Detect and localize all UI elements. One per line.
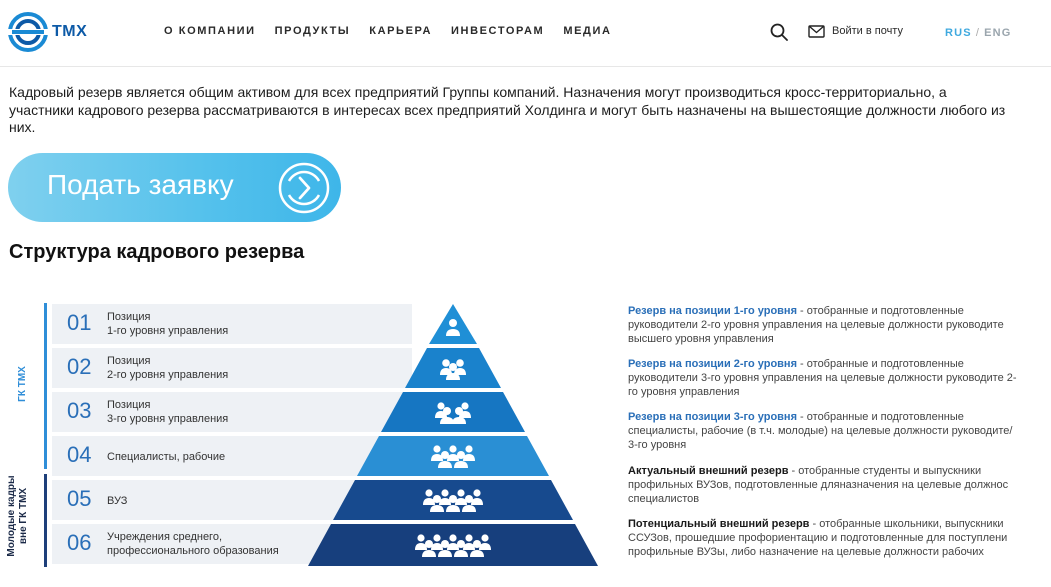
level-text-line1: ВУЗ [107,495,128,507]
reserve-description-4 [628,464,1018,506]
group-label-external-line1: Молодые кадры [6,475,17,557]
nav-item-investors[interactable]: ИНВЕСТОРАМ [451,25,545,37]
intro-paragraph: Кадровый резерв является общим активом для всех предприятий Группы компаний. Назначения могут производиться кросс-территориально, а участники кадрового резерва рассматриваются в интересах всех предприятий Холдинга и могут быть назначены на вышестоящие должности любого из них. [9,84,1006,135]
reserve-description-2 [628,357,1018,399]
level-number: 06 [67,530,92,555]
level-number: 01 [67,310,92,335]
group-bar-tmx [44,303,47,469]
group-label-external-line2: вне ГК ТМХ [18,487,29,545]
lang-separator: / [975,27,981,39]
level-text-line1: Позиция [107,311,151,323]
level-text-line1: Позиция [107,355,151,367]
description-title: Актуальный внешний резерв [628,465,789,477]
description-text: - отобранные студенты и выпускники профильных ВУЗов, подготовленные дляназначения на целевые должнос специалистов [628,465,1009,505]
arrow-right-circle-icon [277,161,331,215]
reserve-pyramid [300,300,600,570]
lang-rus[interactable]: RUS [945,27,972,39]
section-title: Структура кадрового резерва [9,241,305,263]
level-text-line1: Позиция [107,399,151,411]
lang-eng[interactable]: ENG [984,27,1012,39]
language-switcher [945,27,1012,39]
nav-item-products[interactable]: ПРОДУКТЫ [274,25,351,37]
description-title: Резерв на позиции 2-го уровня [628,358,797,370]
description-title: Потенциальный внешний резерв [628,518,810,530]
tmx-logo-icon[interactable] [8,12,48,52]
level-number: 03 [67,398,92,423]
header-divider [0,66,1051,67]
mail-login-link[interactable]: Войти в почту [832,25,903,37]
level-number: 02 [67,354,92,379]
pyramid-tier-3 [381,392,525,432]
nav-item-media[interactable]: МЕДИА [563,25,612,37]
description-text: - отобранные и подготовленные руководители 3-го уровня управления на целевые должности руководите 2-го уровня управления [628,358,1017,398]
site-header [0,0,1051,66]
level-number: 04 [67,442,92,467]
description-text: - отобранные и подготовленные специалисты, рабочие (в т.ч. молодые) на целевые должности руководите/ 3-го уровня [628,411,1013,451]
reserve-description-5 [628,517,1018,559]
group-label-external [6,466,30,566]
level-text-line2: профессионального образования [107,545,279,557]
mail-icon[interactable] [808,25,825,38]
group-bar-external [44,474,47,567]
nav-item-company[interactable]: О КОМПАНИИ [164,25,256,37]
reserve-description-1 [628,304,1018,346]
level-text-line1: Специалисты, рабочие [107,451,226,463]
search-icon[interactable] [770,23,788,41]
level-text-line1: Учреждения среднего, [107,531,223,543]
level-text-line2: 3-го уровня управления [107,413,229,425]
description-text: - отобранные и подготовленные руководители 2-го уровня управления на целевые должности руководите высшего уровня управления [628,305,1004,345]
apply-button[interactable] [8,153,341,222]
description-text: - отобранные школьники, выпускники ССУЗов, прошедшие профориентацию и подготовленные для поступлени профильные ВУЗы, либо назначение на целевые должности рабочих [628,518,1008,558]
logo-text[interactable]: ТМХ [52,23,88,40]
level-number: 05 [67,486,92,511]
main-nav [164,25,631,37]
description-title: Резерв на позиции 3-го уровня [628,411,797,423]
description-title: Резерв на позиции 1-го уровня [628,305,797,317]
apply-button-label: Подать заявку [47,169,234,200]
reserve-description-3 [628,410,1018,452]
level-text-line2: 2-го уровня управления [107,369,229,381]
group-label-tmx: ГК ТМХ [17,366,28,402]
nav-item-career[interactable]: КАРЬЕРА [369,25,433,37]
level-text-line2: 1-го уровня управления [107,325,229,337]
